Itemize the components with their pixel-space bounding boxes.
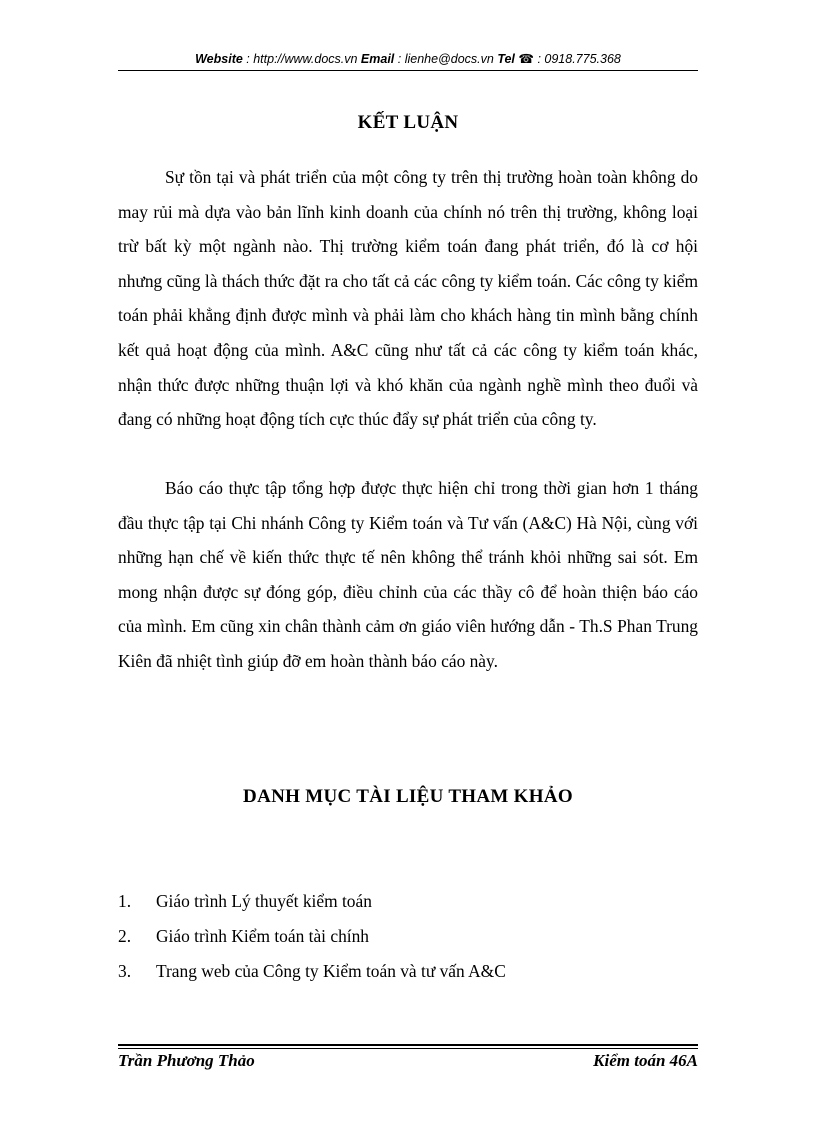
footer-divider-thick [118, 1044, 698, 1046]
references-list [118, 885, 698, 990]
references-title: DANH MỤC TÀI LIỆU THAM KHẢO [243, 786, 573, 807]
phone-number: : 0918.775.368 [533, 52, 621, 66]
conclusion-paragraph-2: Báo cáo thực tập tổng hợp được thực hiện chỉ trong thời gian hơn 1 tháng đầu thực tập tại Chi nhánh Công ty Kiểm toán và Tư vấn (A&C) Hà Nội, cùng với những hạn chế về kiến thức thực tế nên không thể tránh khỏi những sai sót. Em mong nhận được sự đóng góp, điều chỉnh của các thầy cô để hoàn thiện báo cáo của mình. Em cũng xin chân thành cảm ơn giáo viên hướng dẫn - Th.S Phan Trung Kiên đã nhiệt tình giúp đỡ em hoàn thành báo cáo này. [118, 478, 698, 671]
reference-item [118, 920, 698, 955]
footer-divider-thin [118, 1048, 698, 1049]
email-address: : lienhe@docs.vn [394, 52, 498, 66]
conclusion-title: KẾT LUẬN [357, 112, 459, 133]
reference-text: Giáo trình Lý thuyết kiểm toán [156, 891, 372, 911]
conclusion-paragraph-1: Sự tồn tại và phát triển của một công ty trên thị trường hoàn toàn không do may rủi mà dựa vào bản lĩnh kinh doanh của chính nó trên thị trường, không loại trừ bất kỳ một ngành nào. Thị trường kiểm toán đang phát triển, đó là cơ hội nhưng cũng là thách thức đặt ra cho tất cả các công ty kiểm toán. Các công ty kiểm toán phải khẳng định được mình và phải làm cho khách hàng tin mình bằng chính kết quả hoạt động của mình. A&C cũng như tất cả các công ty kiểm toán khác, nhận thức được những thuận lợi và khó khăn của ngành nghề mình theo đuổi và đang có những hoạt động tích cực thúc đẩy sự phát triển của công ty. [118, 167, 698, 430]
reference-item [118, 885, 698, 920]
page-header [118, 51, 698, 66]
reference-item [118, 955, 698, 990]
footer-author: Trần Phương Thảo [118, 1051, 255, 1070]
reference-number: 1. [118, 891, 132, 911]
reference-number: 2. [118, 926, 132, 946]
email-label: Email [360, 52, 395, 66]
phone-icon: ☎ [518, 52, 534, 66]
footer-class: Kiểm toán 46A [593, 1051, 698, 1070]
header-divider [118, 70, 698, 71]
website-label: Website [195, 52, 243, 66]
reference-text: Trang web của Công ty Kiểm toán và tư vấn A&C [156, 961, 506, 981]
reference-number: 3. [118, 961, 132, 981]
website-url: : http://www.docs.vn [242, 52, 361, 66]
tel-label: Tel [497, 52, 515, 66]
reference-text: Giáo trình Kiểm toán tài chính [156, 926, 369, 946]
